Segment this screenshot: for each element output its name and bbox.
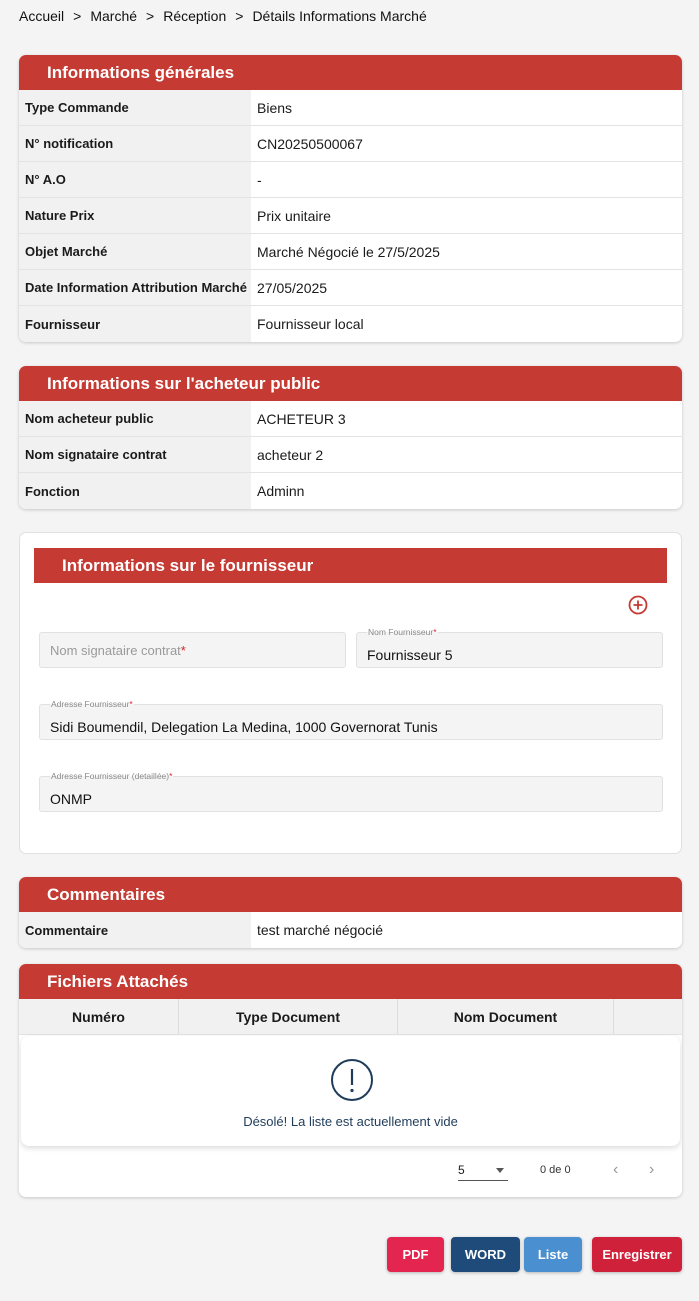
files-table-header (19, 999, 682, 1035)
row-value: Prix unitaire (257, 207, 331, 224)
row-label: Fonction (19, 473, 251, 509)
adresse-fournisseur-input[interactable] (39, 699, 663, 740)
row-label: Type Commande (19, 90, 251, 125)
table-row (19, 912, 682, 948)
pdf-button[interactable]: PDF (387, 1237, 444, 1272)
table-row (19, 401, 682, 437)
adresse-detail-label: Adresse Fournisseur (detaillée) (51, 771, 170, 781)
page-count: 0 de 0 (540, 1164, 571, 1176)
comments-card (19, 877, 682, 948)
signataire-input[interactable] (39, 632, 346, 668)
files-card (19, 964, 682, 1197)
column-numero[interactable]: Numéro (19, 999, 179, 1034)
empty-message: Désolé! La liste est actuellement vide (243, 1114, 458, 1129)
adresse-fournisseur-value: Sidi Boumendil, Delegation La Medina, 1000 Governorat Tunis (50, 719, 438, 735)
empty-state (21, 1036, 680, 1146)
chevron-right-icon[interactable]: › (649, 1161, 655, 1178)
nom-fournisseur-label: Nom Fournisseur (368, 627, 434, 637)
table-row (19, 162, 682, 198)
row-value: CN20250500067 (257, 135, 363, 152)
row-label: N° notification (19, 126, 251, 161)
row-label: Nom signataire contrat (19, 437, 251, 472)
files-title: Fichiers Attachés (19, 964, 682, 999)
add-circle-icon[interactable] (628, 595, 648, 615)
row-label: Nature Prix (19, 198, 251, 233)
buyer-info-title: Informations sur l'acheteur public (19, 366, 682, 401)
general-info-title: Informations générales (19, 55, 682, 90)
table-row (19, 270, 682, 306)
row-value: test marché négocié (257, 922, 384, 938)
row-label: Nom acheteur public (19, 401, 251, 436)
save-button[interactable]: Enregistrer (592, 1237, 682, 1272)
required-mark: * (129, 699, 133, 709)
column-type-document[interactable]: Type Document (179, 999, 398, 1034)
comments-title: Commentaires (19, 877, 682, 912)
table-row (19, 198, 682, 234)
adresse-fournisseur-label: Adresse Fournisseur (51, 699, 130, 709)
table-row (19, 126, 682, 162)
row-label: Commentaire (19, 912, 251, 948)
paginator (19, 1157, 682, 1197)
row-value: acheteur 2 (257, 446, 324, 463)
liste-button[interactable]: Liste (524, 1237, 582, 1272)
table-row (19, 234, 682, 270)
row-value: - (257, 171, 262, 188)
buyer-info-card (19, 366, 682, 509)
breadcrumb-marche[interactable]: Marché (90, 8, 138, 24)
table-row (19, 437, 682, 473)
table-row (19, 473, 682, 509)
row-value: Biens (257, 99, 293, 116)
page-size-value: 5 (458, 1163, 465, 1177)
alert-circle-icon (330, 1058, 374, 1102)
nom-fournisseur-input[interactable] (356, 627, 663, 668)
chevron-left-icon[interactable]: ‹ (613, 1161, 619, 1178)
breadcrumb: Accueil > Marché > Réception > Détails Informations Marché (19, 8, 427, 24)
column-actions (614, 999, 682, 1034)
breadcrumb-accueil[interactable]: Accueil (19, 8, 65, 24)
row-value: Fournisseur local (257, 316, 364, 332)
row-label: Objet Marché (19, 234, 251, 269)
column-nom-document[interactable]: Nom Document (398, 999, 614, 1034)
breadcrumb-reception[interactable]: Réception (163, 8, 227, 24)
page-size-select[interactable] (458, 1163, 508, 1181)
row-value: Adminn (257, 483, 305, 499)
table-row (19, 90, 682, 126)
row-label: Date Information Attribution Marché (19, 270, 251, 305)
row-value: Marché Négocié le 27/5/2025 (257, 243, 440, 260)
row-value: 27/05/2025 (257, 279, 328, 296)
supplier-info-card (19, 532, 682, 854)
table-row (19, 306, 682, 342)
row-label: Fournisseur (19, 306, 251, 342)
chevron-down-icon (496, 1168, 504, 1173)
required-mark: * (169, 771, 173, 781)
required-mark: * (180, 643, 186, 658)
breadcrumb-current: Détails Informations Marché (252, 8, 427, 24)
signataire-placeholder: Nom signataire contrat (50, 643, 181, 658)
adresse-detail-input[interactable] (39, 771, 663, 812)
row-value: ACHETEUR 3 (257, 410, 346, 427)
adresse-detail-value: ONMP (50, 791, 92, 807)
general-info-card (19, 55, 682, 342)
supplier-info-title: Informations sur le fournisseur (34, 548, 667, 583)
word-button[interactable]: WORD (451, 1237, 520, 1272)
row-label: N° A.O (19, 162, 251, 197)
nom-fournisseur-value: Fournisseur 5 (367, 647, 453, 663)
required-mark: * (433, 627, 437, 637)
